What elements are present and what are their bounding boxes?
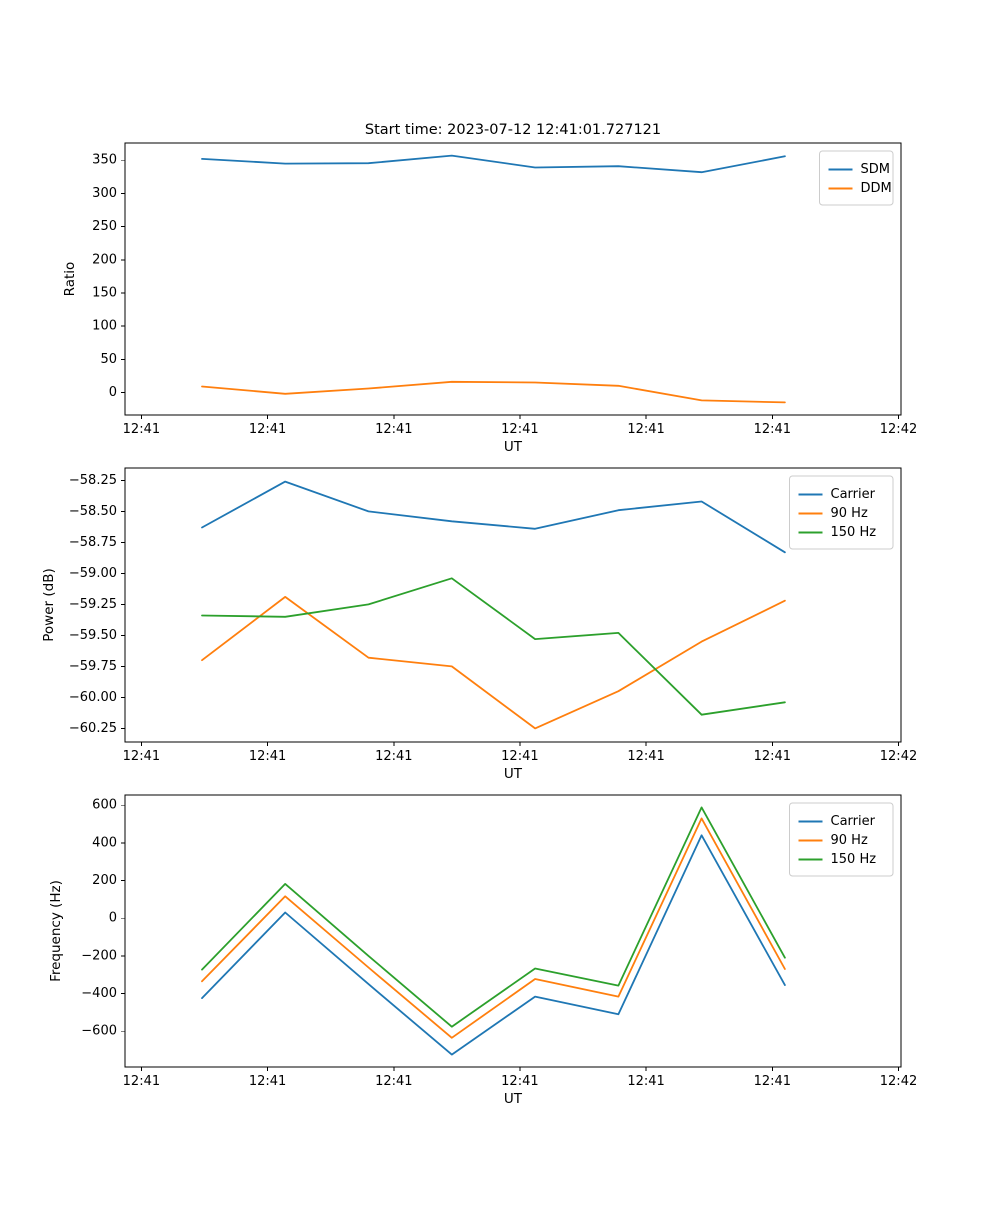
legend-label: 90 Hz <box>830 506 868 521</box>
x-tick-label: 12:41 <box>122 1074 161 1089</box>
x-tick-label: 12:41 <box>753 749 792 764</box>
x-tick-label: 12:41 <box>501 422 539 437</box>
x-tick-label: 12:41 <box>248 749 287 764</box>
x-tick-label: 12:41 <box>501 749 539 764</box>
plot-area <box>125 468 901 742</box>
x-axis-label: UT <box>503 1091 523 1107</box>
x-tick-label: 12:42 <box>879 1074 918 1089</box>
plot-area <box>125 143 901 415</box>
y-tick-label: 200 <box>92 873 117 888</box>
y-tick-label: 200 <box>92 252 117 268</box>
y-tick-label: 350 <box>92 152 117 168</box>
y-tick-label: 600 <box>92 797 117 813</box>
x-tick-label: 12:42 <box>879 422 918 437</box>
y-tick-label: 300 <box>92 185 117 201</box>
axes-frequency <box>48 795 917 1107</box>
x-tick-label: 12:41 <box>248 1074 287 1089</box>
x-tick-label: 12:41 <box>122 749 161 764</box>
y-tick-label: −60.25 <box>68 720 117 736</box>
y-tick-label: −400 <box>81 986 117 1001</box>
y-tick-label: 100 <box>92 318 117 334</box>
plot-area <box>125 795 901 1067</box>
x-tick-label: 12:41 <box>627 749 665 764</box>
y-tick-label: −59.75 <box>68 658 117 674</box>
y-tick-label: 0 <box>108 384 117 400</box>
x-axis-label: UT <box>503 766 523 782</box>
legend-box <box>820 151 894 205</box>
legend-label: DDM <box>860 181 892 196</box>
y-tick-label: −600 <box>81 1023 117 1039</box>
x-tick-label: 12:41 <box>375 422 413 437</box>
y-tick-label: 250 <box>92 219 117 235</box>
y-tick-label: 400 <box>92 835 117 851</box>
x-tick-label: 12:41 <box>753 1074 792 1089</box>
figure-title: Start time: 2023-07-12 12:41:01.727121 <box>364 122 662 138</box>
y-tick-label: −58.50 <box>68 503 117 519</box>
axes-ratio <box>62 143 917 455</box>
x-tick-label: 12:41 <box>627 1074 665 1089</box>
x-tick-label: 12:41 <box>627 422 665 437</box>
legend <box>790 476 894 549</box>
y-tick-label: −59.25 <box>68 596 117 612</box>
y-axis-label: Ratio <box>62 261 78 297</box>
x-tick-label: 12:41 <box>122 422 161 437</box>
x-axis-label: UT <box>503 439 523 455</box>
y-tick-label: −58.75 <box>68 534 117 550</box>
y-tick-label: −58.25 <box>68 472 117 488</box>
x-tick-label: 12:41 <box>375 749 413 764</box>
y-tick-label: 150 <box>92 285 117 301</box>
legend <box>790 803 894 876</box>
axes-power <box>41 468 917 782</box>
legend-label: Carrier <box>830 814 875 829</box>
y-tick-label: −200 <box>81 948 117 964</box>
x-tick-label: 12:41 <box>753 422 792 437</box>
y-tick-label: −59.00 <box>68 565 117 581</box>
y-axis-label: Power (dB) <box>41 568 57 642</box>
y-tick-label: 50 <box>100 351 117 367</box>
legend-label: 90 Hz <box>830 833 868 848</box>
x-tick-label: 12:41 <box>248 422 287 437</box>
y-tick-label: −59.50 <box>68 627 117 643</box>
x-tick-label: 12:41 <box>501 1074 539 1089</box>
y-tick-label: −60.00 <box>68 689 117 705</box>
legend-label: SDM <box>860 162 890 177</box>
x-tick-label: 12:41 <box>375 1074 413 1089</box>
y-axis-label: Frequency (Hz) <box>48 880 64 982</box>
legend <box>820 151 894 205</box>
legend-label: Carrier <box>830 487 875 502</box>
legend-label: 150 Hz <box>830 525 877 540</box>
x-tick-label: 12:42 <box>879 749 918 764</box>
legend-label: 150 Hz <box>830 852 877 867</box>
y-tick-label: 0 <box>108 910 117 926</box>
